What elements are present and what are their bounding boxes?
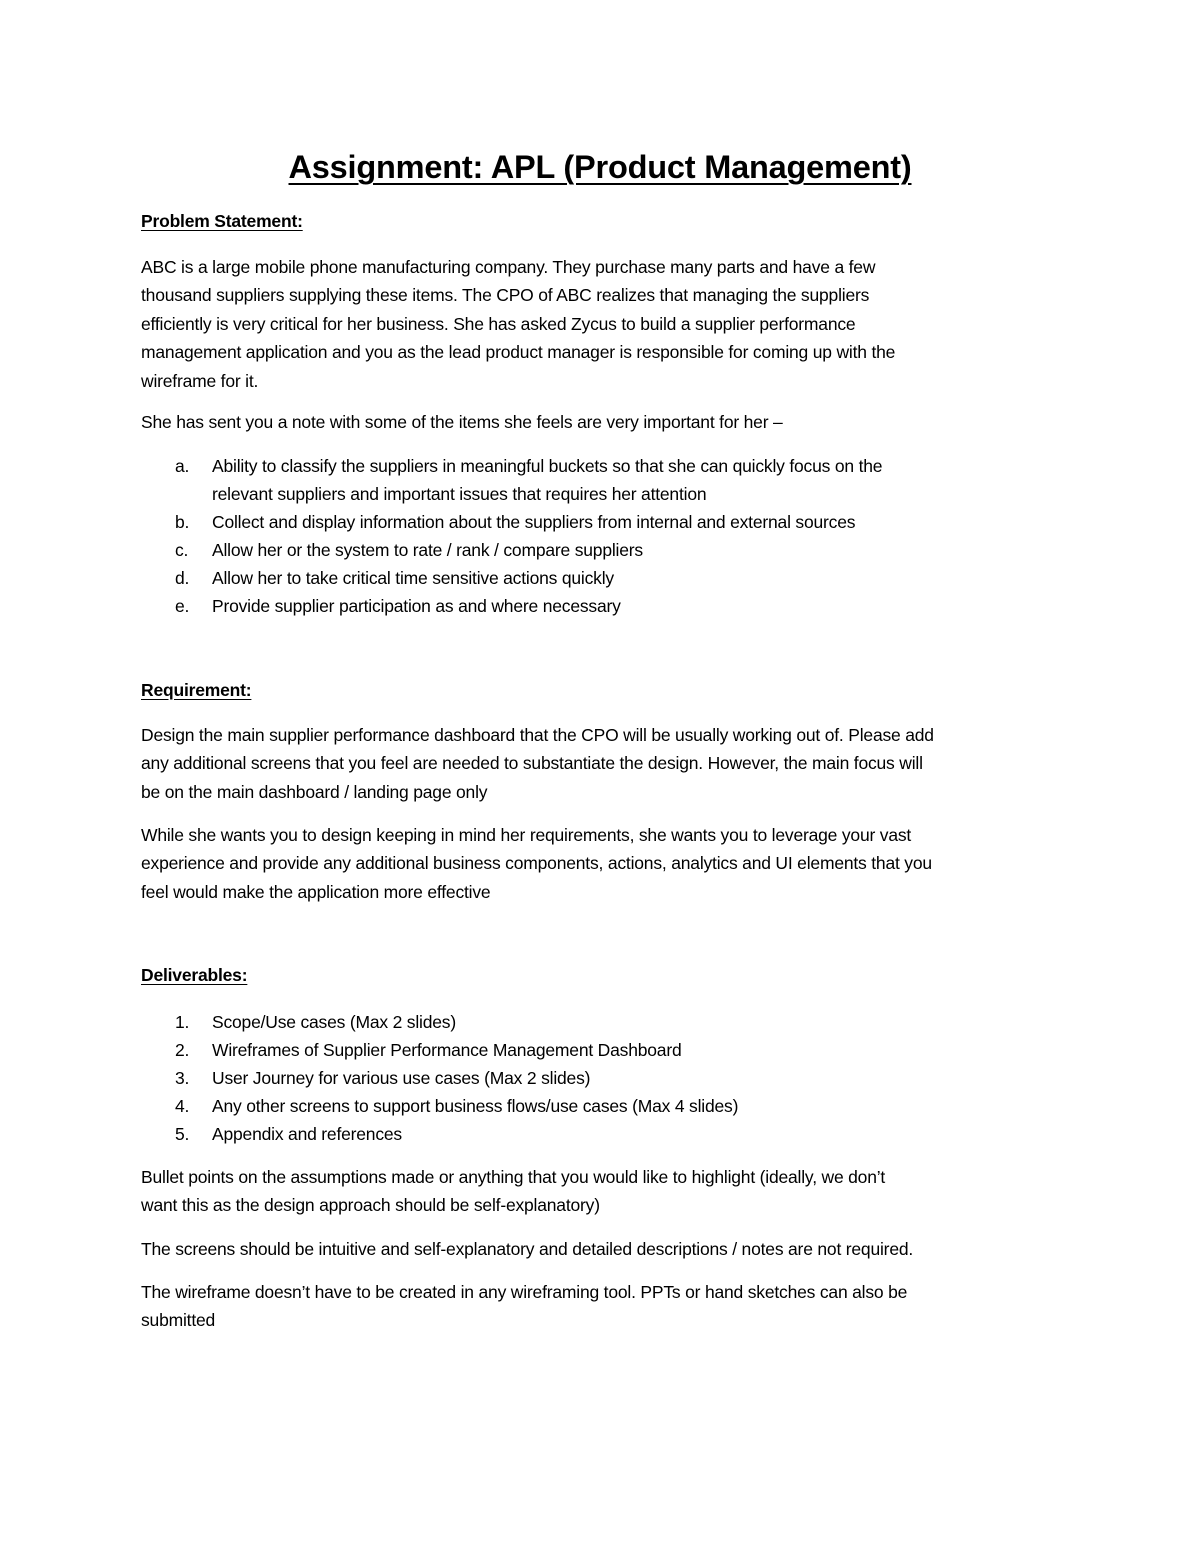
list-item-text: Allow her or the system to rate / rank / compare suppliers (212, 540, 643, 560)
deliverables-heading: Deliverables: (141, 965, 248, 985)
list-item-text: Allow her to take critical time sensitive actions quickly (212, 568, 614, 588)
list-item-text: Ability to classify the suppliers in meaningful buckets so that she can quickly focus on the (212, 456, 883, 476)
paragraph-line: submitted (141, 1310, 216, 1331)
paragraph-line: be on the main dashboard / landing page only (141, 781, 488, 802)
paragraph-line: wireframe for it. (141, 370, 259, 391)
priority-items-list (141, 452, 1071, 620)
list-marker: 3. (175, 1068, 190, 1088)
list-item (141, 452, 1071, 508)
paragraph-line: experience and provide any additional business components, actions, analytics and UI elements that you (141, 853, 932, 874)
list-item (141, 1120, 1071, 1148)
list-marker: d. (175, 568, 190, 588)
paragraph-line: Bullet points on the assumptions made or anything that you would like to highlight (ideally, we don’t (141, 1167, 886, 1187)
list-marker: 5. (175, 1124, 190, 1144)
paragraph-line: The screens should be intuitive and self-explanatory and detailed descriptions / notes are not required. (141, 1239, 914, 1259)
document-title: Assignment: APL (Product Management) (288, 149, 912, 185)
list-item-text: Appendix and references (212, 1124, 402, 1144)
list-marker: a. (175, 456, 190, 476)
list-item (141, 592, 1071, 620)
requirement-paragraph-1 (141, 721, 1071, 806)
list-item-text: Scope/Use cases (Max 2 slides) (212, 1012, 456, 1032)
paragraph-line: efficiently is very critical for her business. She has asked Zycus to build a supplier performance (141, 313, 856, 334)
list-item-text: Wireframes of Supplier Performance Management Dashboard (212, 1040, 682, 1060)
wireframe-paragraph (141, 1278, 1071, 1335)
list-item (141, 1064, 1071, 1092)
paragraph-line: ABC is a large mobile phone manufacturing company. They purchase many parts and have a few (141, 257, 876, 277)
bullet-points-paragraph (141, 1163, 1071, 1220)
paragraph-line: She has sent you a note with some of the items she feels are very important for her – (141, 412, 783, 432)
list-item (141, 1092, 1071, 1120)
list-marker: 4. (175, 1096, 190, 1116)
paragraph-line: feel would make the application more effective (141, 881, 491, 902)
paragraph-line: Design the main supplier performance dashboard that the CPO will be usually working out of. Please add (141, 725, 934, 745)
problem-statement-intro (141, 253, 1071, 395)
paragraph-line: any additional screens that you feel are needed to substantiate the design. However, the main focus will (141, 753, 923, 774)
list-marker: 1. (175, 1012, 190, 1032)
screens-paragraph (141, 1235, 1071, 1263)
paragraph-line: want this as the design approach should be self-explanatory) (141, 1195, 600, 1216)
list-item-text: User Journey for various use cases (Max 2 slides) (212, 1068, 591, 1088)
requirement-paragraph-2 (141, 821, 1071, 906)
list-marker: c. (175, 540, 189, 560)
list-item (141, 508, 1071, 536)
list-item (141, 1036, 1071, 1064)
deliverables-list (141, 1008, 1071, 1148)
list-item-text: Collect and display information about the suppliers from internal and external sources (212, 512, 856, 532)
list-item (141, 536, 1071, 564)
list-item (141, 564, 1071, 592)
list-marker: 2. (175, 1040, 190, 1060)
list-item (141, 1008, 1071, 1036)
paragraph-line: thousand suppliers supplying these items. The CPO of ABC realizes that managing the suppliers (141, 285, 870, 306)
list-marker: b. (175, 512, 190, 532)
list-item-text: relevant suppliers and important issues that requires her attention (212, 484, 707, 504)
problem-statement-heading: Problem Statement: (141, 211, 303, 231)
requirement-heading: Requirement: (141, 680, 252, 700)
paragraph-line: The wireframe doesn’t have to be created in any wireframing tool. PPTs or hand sketches can also be (141, 1282, 908, 1302)
list-item-text: Provide supplier participation as and where necessary (212, 596, 621, 616)
paragraph-line: While she wants you to design keeping in mind her requirements, she wants you to leverage your vast (141, 825, 912, 845)
note-paragraph (141, 408, 1071, 436)
list-item-text: Any other screens to support business flows/use cases (Max 4 slides) (212, 1096, 739, 1116)
list-marker: e. (175, 596, 190, 616)
paragraph-line: management application and you as the lead product manager is responsible for coming up with the (141, 342, 896, 363)
